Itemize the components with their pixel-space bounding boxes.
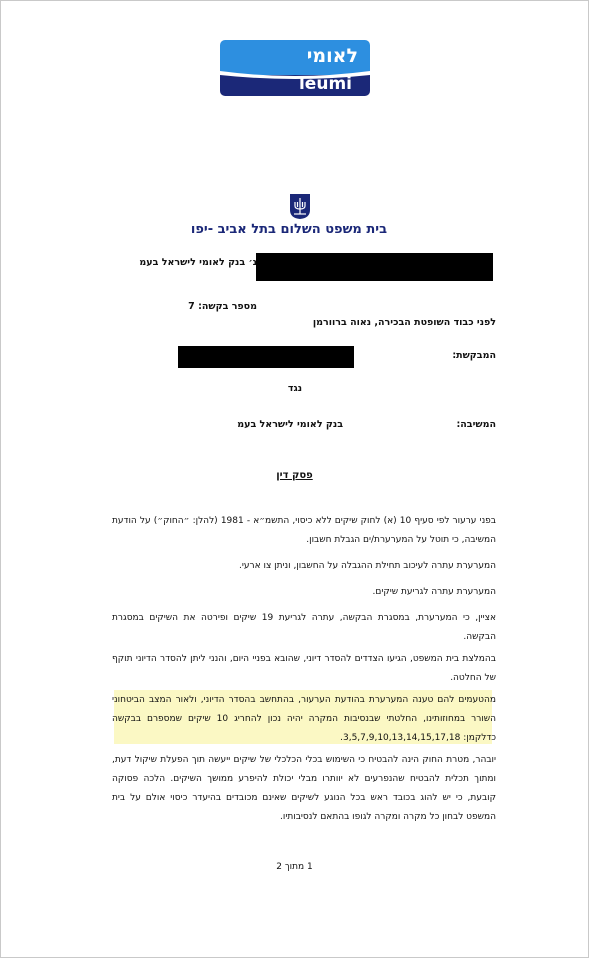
judgment-paragraph: יובהר, מטרת החוק הינה להבטיח כי השימוש בכלי הכלכלי של שיקים ייעשה תוך הפעלת שיקול דעת, ומתוך תכלית להבטיח שהנפרעים לא יוותרו מבלי יכולת להיפרע ממושך השיקים. הלכה פסוקה קובעת, כי יש להוג בכובד ראש בכל הנוגע לשיקים שאינם מכובדים בהיעדר כיסוי אולם על בית המשפט לבחון כל מקרה ומקרה לגופו בהתאם לנסיבותיו. — [112, 755, 496, 822]
judgment-paragraph: אציין, כי המערערת, במסגרת הבקשה, עתרה לגריעת 19 שיקים ופירטה את השיקים במסגרת הבקשה. — [112, 613, 496, 642]
presiding-judge: לפני כבוד השופטת הבכירה, נאוה ברוורמן — [312, 317, 496, 328]
redacted-case-parties — [256, 253, 493, 281]
judgment-paragraph: המערערת עתרה לגריעת שיקים. — [372, 587, 496, 597]
request-number: מספר בקשה: 7 — [188, 301, 257, 312]
leumi-logo — [220, 40, 370, 96]
judgment-paragraph: בהמלצת בית המשפט, הגיעו הצדדים להסדר דיוני, שהובא בפניי היום, והנני ליתן להסדר הדיוני תוקף של החלטה. — [112, 654, 496, 683]
page-indicator: 1 מתוך 2 — [276, 862, 313, 872]
logo-english-text: leumi — [298, 74, 352, 94]
state-emblem-icon — [288, 192, 312, 220]
judgment-paragraph-highlighted: מהטעמים להם טענה המערערת בהודעת הערעור, בהתחשב בהסדר הדיוני, ולאור המצב הביטחוני השורר במחוזותינו, החלטתי שבנסיבות המקרה יהיה נכון להחריג 10 שיקים שמספרם בבקשה כדלקמן: 3,5,7,9,10,13,14,15,17,18. — [112, 695, 496, 743]
court-name: בית משפט השלום בתל אביב -יפו — [190, 222, 387, 237]
logo-hebrew-text: לאומי — [306, 45, 358, 67]
case-caption: נ׳ בנק לאומי לישראל בעמ — [139, 257, 257, 268]
applicant-label: המבקשת: — [452, 350, 496, 361]
judgment-title: פסק דין — [276, 470, 313, 481]
respondent-name: בנק לאומי לישראל בעמ — [237, 419, 343, 430]
respondent-label: המשיבה: — [456, 419, 496, 430]
versus-label: נגד — [287, 383, 302, 394]
redacted-applicant-name — [178, 346, 354, 368]
judgment-paragraph: בפני ערעור לפי סעיף 10 (א) לחוק שיקים ללא כיסוי, התשמ״א - 1981 (להלן: ״החוק״) על הודעת המשיבה, כי תוטל על המערערת/ים הגבלת חשבון. — [112, 516, 496, 545]
judgment-paragraph: המערערת עתרה לעיכוב תחילת ההגבלה על החשבון, וניתן צו ארעי. — [239, 561, 496, 571]
